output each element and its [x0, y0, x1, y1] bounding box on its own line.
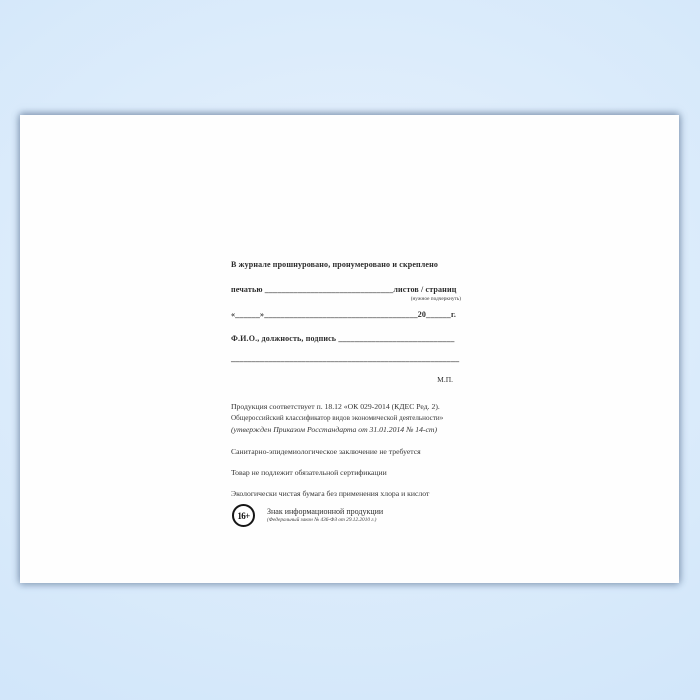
stamp-line-bound-and-sealed: В журнале прошнуровано, пронумеровано и скреплено	[231, 260, 439, 269]
stamp-line-name-position-signature: Ф.И.О., должность, подпись ____________________________	[231, 334, 455, 343]
age-rating-block	[232, 504, 383, 527]
information-product-mark-label: Знак информационной продукции	[267, 507, 384, 516]
stamp-line-date: «______»_____________________________________20______г.	[231, 310, 456, 319]
compliance-line-decree: (утвержден Приказом Росстандарта от 31.01.2014 № 14-ст)	[231, 425, 438, 434]
compliance-line-okved: Продукция соответствует п. 18.12 «ОК 029-2014 (КДЕС Ред. 2).	[231, 402, 440, 411]
compliance-line-classifier: Общероссийский классификатор видов экономической деятельности»	[231, 414, 444, 422]
note-underline-applicable: (нужное подчеркнуть)	[410, 296, 461, 302]
cert-line-no-certification: Товар не подлежит обязательной сертификации	[231, 468, 387, 477]
cert-line-eco-paper: Экологически чистая бумага без применения хлора и кислот	[231, 489, 430, 498]
age-16-plus-icon: 16+	[232, 504, 255, 527]
cert-line-sanitary: Санитарно-эпидемиологическое заключение не требуется	[231, 447, 421, 456]
seal-place-label: М.П.	[437, 375, 453, 384]
federal-law-reference: (Федеральный закон № 436-ФЗ от 29.12.2010 г.)	[267, 517, 377, 523]
age-mark-text	[267, 507, 383, 523]
journal-back-page	[20, 115, 679, 583]
stamp-line-blank-rule: _______________________________________________________	[231, 354, 460, 363]
stamp-line-seal-sheets-pages: печатью _______________________________листов / страниц	[231, 285, 457, 294]
